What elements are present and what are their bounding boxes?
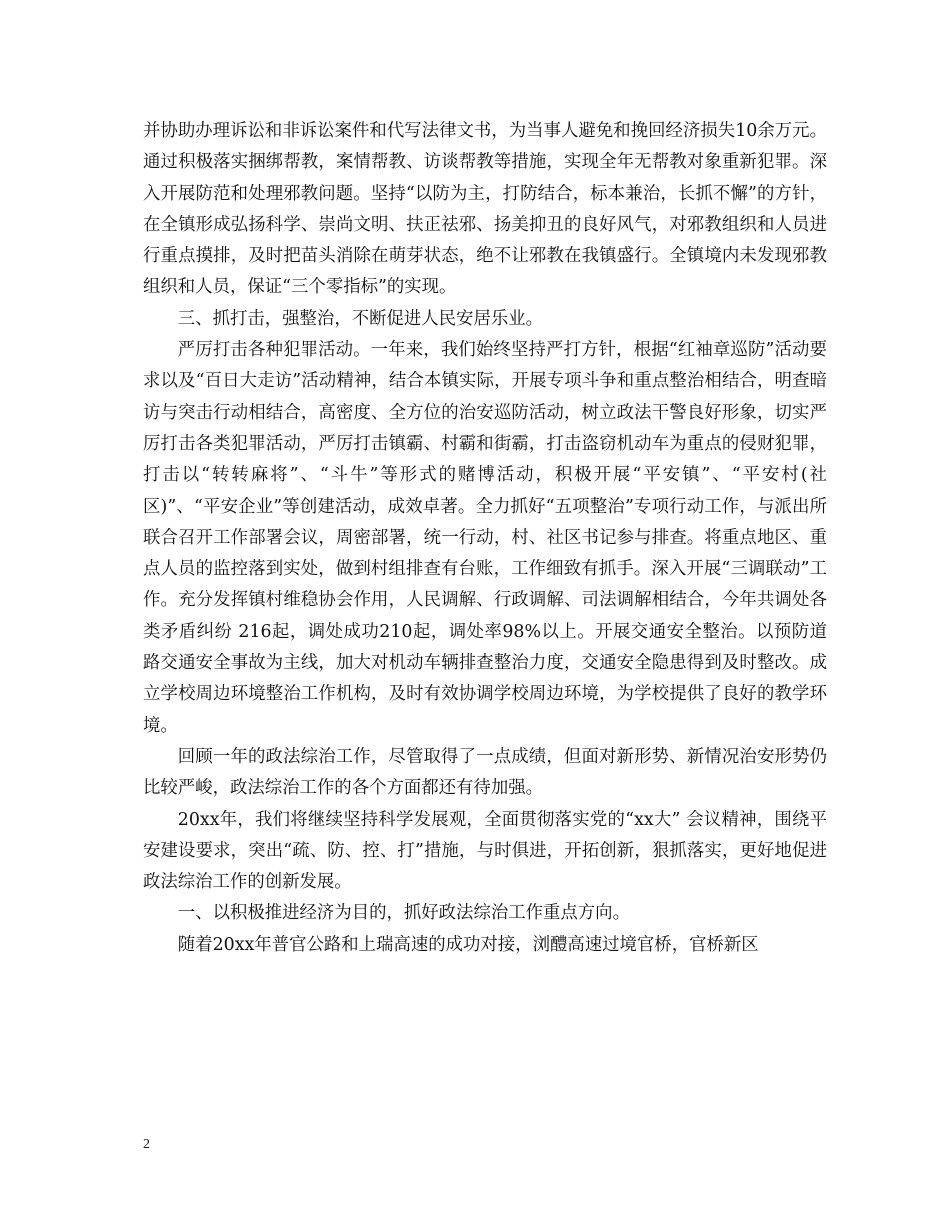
page-number: 2 (143, 1137, 150, 1152)
paragraph-review: 回顾一年的政法综治工作，尽管取得了一点成绩，但面对新形势、新情况治安形势仍比较严峻，政法综治工作的各个方面都还有待加强。 (143, 746, 827, 799)
paragraph-1: 并协助办理诉讼和非诉讼案件和代写法律文书，为当事人避免和挽回经济损失10余万元。通过积极落实捆绑帮教，案情帮教、访谈帮教等措施，实现全年无帮教对象重新犯罪。深入开展防范和处理邪教问题。坚持“以防为主，打防结合，标本兼治，长抓不懈”的方针，在全镇形成弘扬科学、崇尚文明、扶正祛邪、扬美抑丑的良好风气，对邪教组织和人员进行重点摸排，及时把苗头消除在萌芽状态，绝不让邪教在我镇盛行。全镇境内未发现邪教组织和人员，保证“三个零指标”的实现。 (143, 121, 827, 298)
paragraph-next-year: 20xx年，我们将继续坚持科学发展观，全面贯彻落实党的“xx大” 会议精神，围绕平安建设要求，突出“疏、防、控、打”措施，与时俱进，开拓创新，狠抓落实，更好地促进政法综治工作的创新发展。 (143, 809, 827, 893)
paragraph-crime-crackdown: 严厉打击各种犯罪活动。一年来，我们始终坚持严打方针，根据“红袖章巡防”活动要求以及“百日大走访”活动精神，结合本镇实际，开展专项斗争和重点整治相结合，明查暗访与突击行动相结合，高密度、全方位的治安巡防活动，树立政法干警良好形象，切实严厉打击各类犯罪活动，严厉打击镇霸、村霸和街霸，打击盗窃机动车为重点的侵财犯罪，打击以“转转麻将”、“斗牛”等形式的赌博活动，积极开展“平安镇”、“平安村(社区)”、“平安企业”等创建活动，成效卓著。全力抓好“五项整治”专项行动工作，与派出所联合召开工作部署会议，周密部署，统一行动，村、社区书记参与排查。将重点地区、重点人员的监控落到实处，做到村组排查有台账，工作细致有抓手。深入开展“三调联动”工作。充分发挥镇村维稳协会作用，人民调解、行政调解、司法调解相结合，今年共调处各类矛盾纠纷 216起，调处成功210起，调处率98%以上。开展交通安全整治。以预防道路交通安全事故为主线，加大对机动车辆排查整治力度，交通安全隐患得到及时整改。成立学校周边环境整治工作机构，及时有效协调学校周边环境，为学校提供了良好的教学环境。 (143, 340, 827, 736)
paragraph-development: 随着20xx年普官公路和上瑞高速的成功对接，浏醴高速过境官桥，官桥新区 (177, 934, 759, 955)
body-text (143, 116, 827, 961)
section-heading-1: 一、以积极推进经济为目的，抓好政法综治工作重点方向。 (177, 903, 630, 924)
section-heading-3: 三、抓打击，强整治，不断促进人民安居乐业。 (177, 308, 544, 329)
